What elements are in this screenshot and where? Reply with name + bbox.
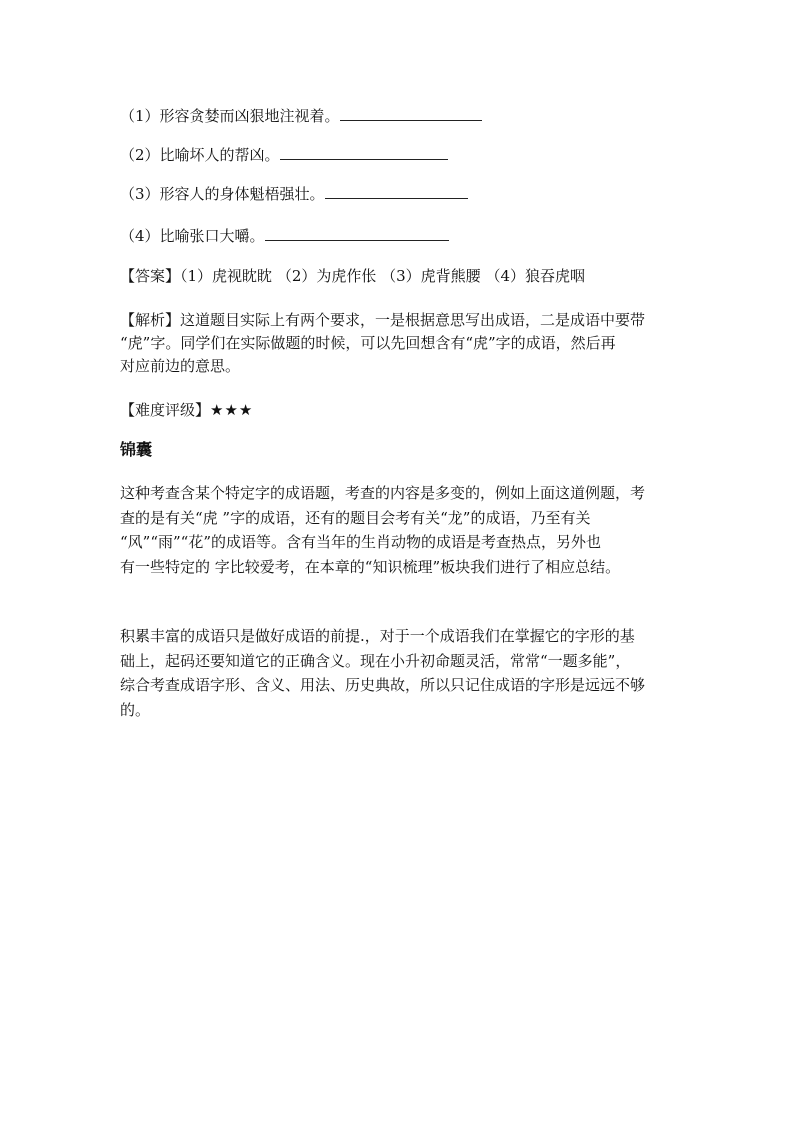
question-3 — [120, 184, 468, 204]
question-4-text: （4）比喻张口大嚼。 — [120, 227, 265, 245]
tips-p2-line-2: 础上，起码还要知道它的正确含义。现在小升初命题灵活，常常“一题多能”， — [120, 651, 631, 670]
tips-heading: 锦囊 — [120, 440, 153, 459]
answer-blank-2[interactable] — [280, 145, 448, 160]
difficulty-stars: ★★★ — [210, 401, 254, 419]
answer-items: （1）虎视眈眈 （2）为虎作伥 （3）虎背熊腰 （4）狼吞虎咽 — [180, 267, 585, 285]
tips-p1-line-2: 查的是有关“虎 ”字的成语，还有的题目会考有关“龙”的成语，乃至有关 — [120, 508, 591, 527]
question-4 — [120, 226, 449, 246]
question-2 — [120, 145, 448, 165]
tips-p2-line-3: 综合考查成语字形、含义、用法、历史典故，所以只记住成语的字形是远远不够 — [120, 676, 646, 694]
answer-label: 【答案】 — [120, 267, 181, 285]
tips-p1-line-3: “风”“雨”“花”的成语等。含有当年的生肖动物的成语是考查热点，另外也 — [120, 533, 602, 551]
tips-p2-line-4: 的。 — [120, 700, 151, 719]
analysis-line-3: 对应前边的意思。 — [120, 357, 241, 375]
question-1-text: （1）形容贪婪而凶狠地注视着。 — [120, 107, 340, 125]
tips-paragraph-1 — [120, 481, 680, 579]
question-1 — [120, 106, 482, 126]
analysis-line-2: “虎”字。同学们在实际做题的时候，可以先回想含有“虎”字的成语，然后再 — [120, 334, 616, 352]
tips-p2-line-1: 积累丰富的成语只是做好成语的前提.，对于一个成语我们在掌握它的字形的基 — [120, 627, 635, 645]
question-2-text: （2）比喻坏人的帮凶。 — [120, 146, 280, 164]
analysis-block — [120, 309, 680, 378]
question-3-text: （3）形容人的身体魁梧强壮。 — [120, 185, 325, 203]
answer-blank-1[interactable] — [340, 106, 482, 121]
tips-paragraph-2 — [120, 624, 680, 722]
tips-p1-line-4: 有一些特定的 字比较爱考，在本章的“知识梳理”板块我们进行了相应总结。 — [120, 557, 621, 576]
difficulty-label: 【难度评级】 — [120, 401, 211, 419]
tips-p1-line-1: 这种考查含某个特定字的成语题，考查的内容是多变的，例如上面这道例题，考 — [120, 484, 646, 502]
difficulty-line — [120, 400, 253, 420]
analysis-line-1 — [120, 309, 680, 332]
answer-line — [120, 266, 585, 286]
analysis-label: 【解析】 — [120, 311, 181, 329]
answer-blank-3[interactable] — [325, 184, 468, 199]
answer-blank-4[interactable] — [265, 226, 449, 241]
analysis-text-1: 这道题目实际上有两个要求，一是根据意思写出成语，二是成语中要带 — [180, 311, 646, 329]
